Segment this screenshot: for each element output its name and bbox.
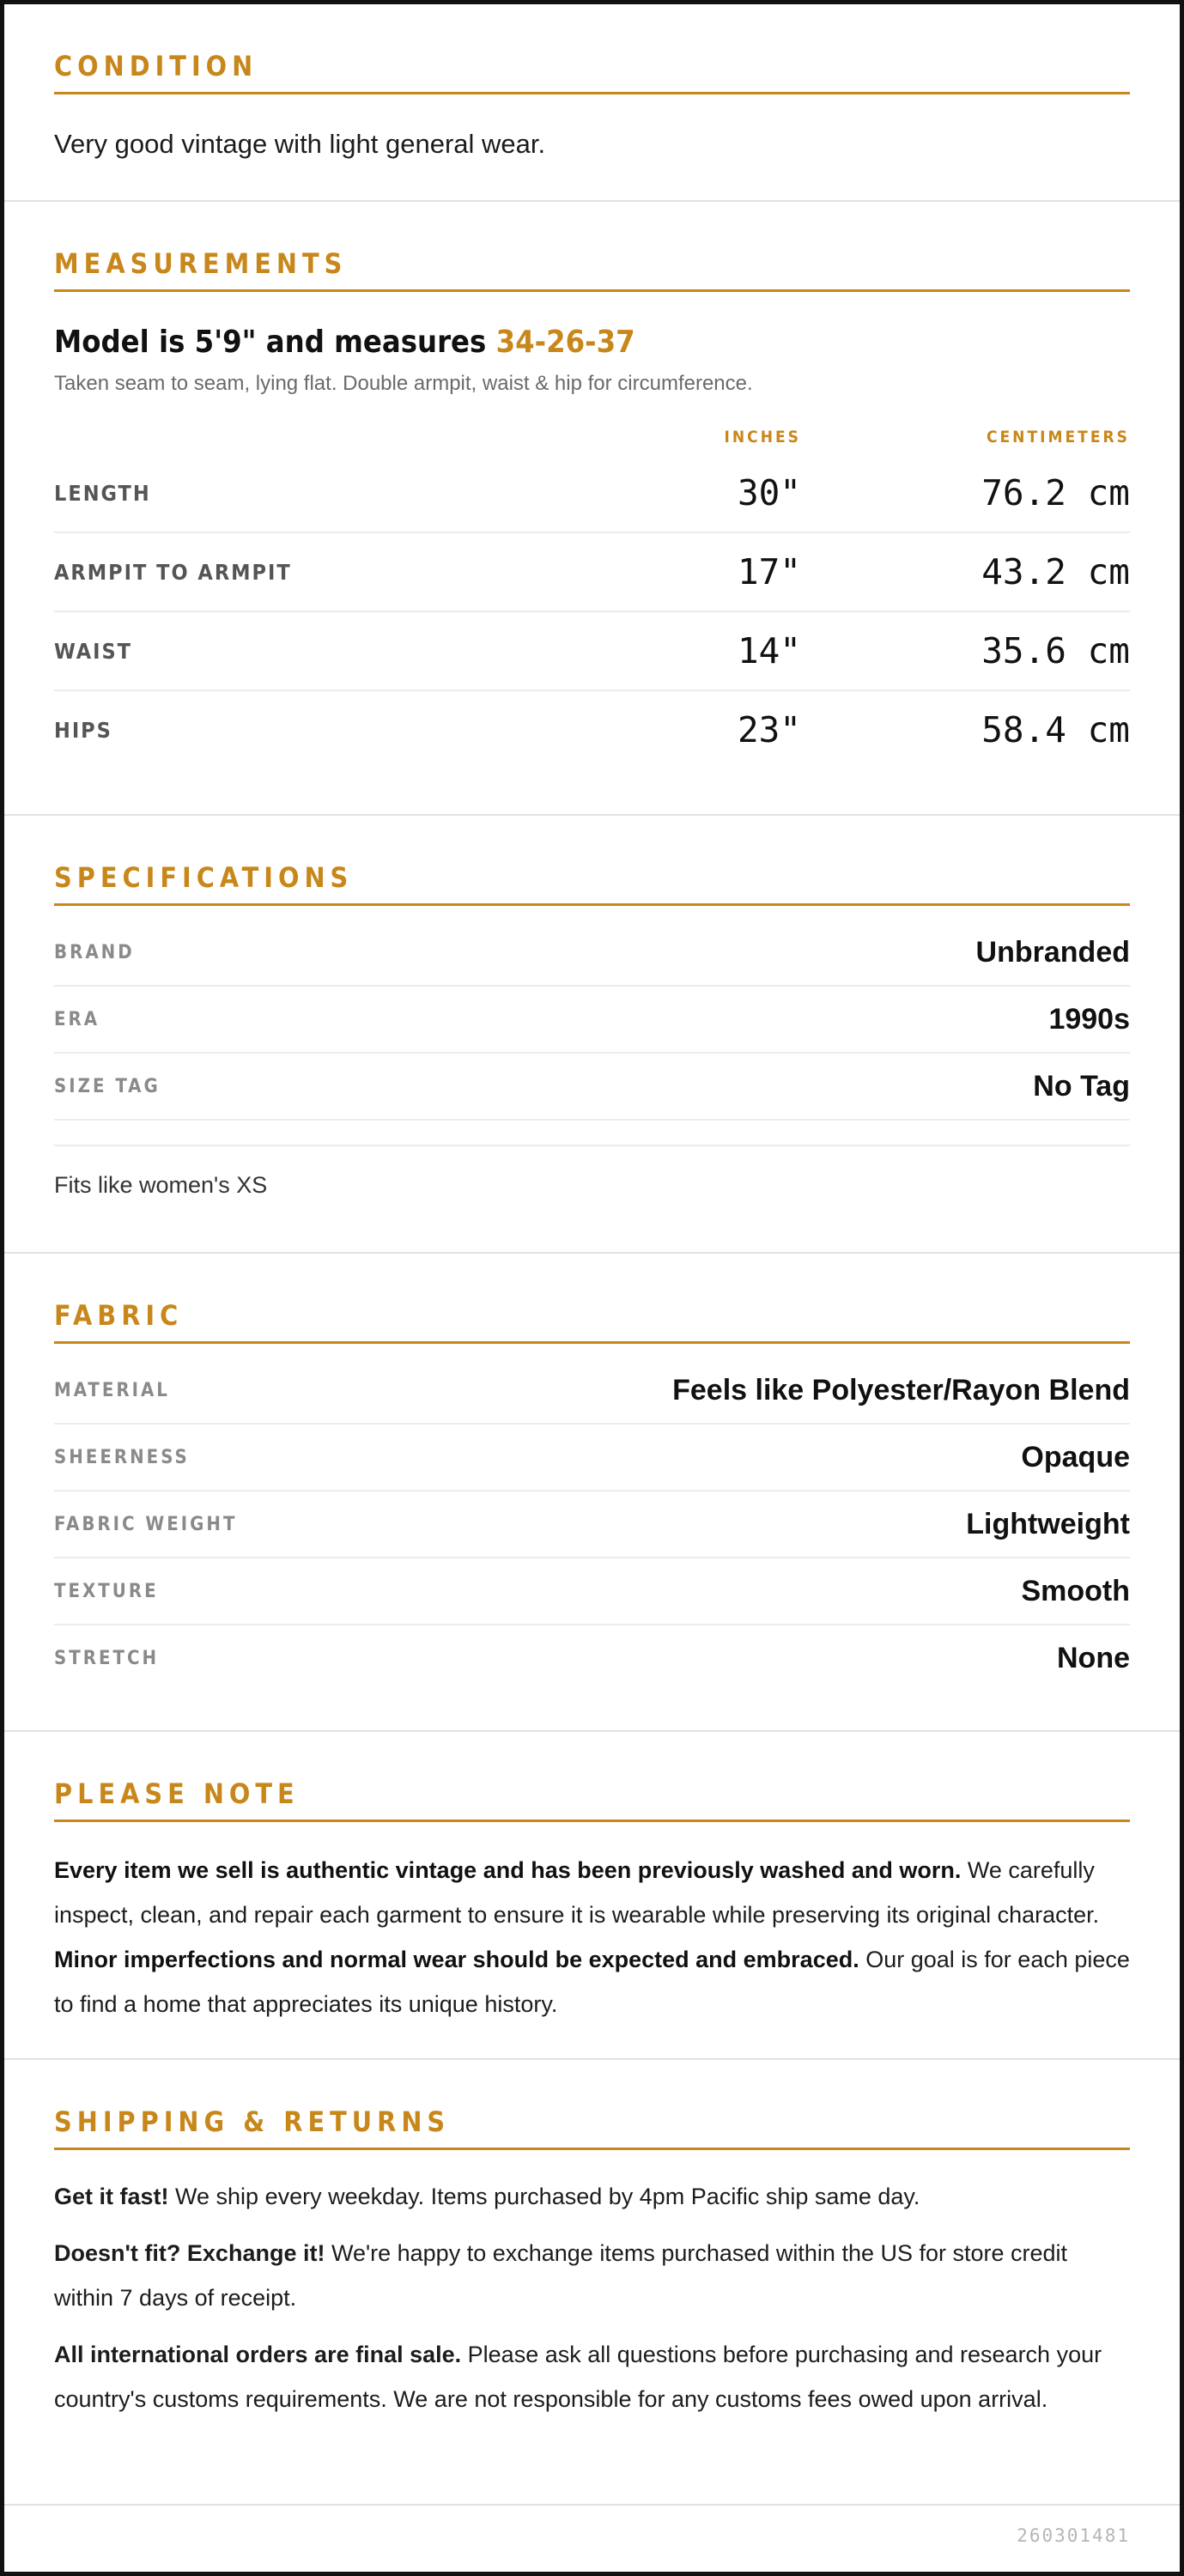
shipping-bold-2: Doesn't fit? Exchange it! — [54, 2240, 325, 2266]
fabric-label: MATERIAL — [54, 1379, 170, 1401]
measurement-method-note: Taken seam to seam, lying flat. Double armpit, waist & hip for circumference. — [54, 372, 753, 395]
list-item — [54, 1625, 1130, 1691]
model-measures-value: 34-26-37 — [495, 325, 635, 360]
condition-text: Very good vintage with light general wear. — [54, 129, 546, 159]
sku-number: 260301481 — [1017, 2525, 1130, 2546]
list-item — [54, 987, 1130, 1054]
table-row — [54, 691, 1130, 769]
measurement-label: WAIST — [54, 638, 133, 664]
footer — [4, 2506, 1180, 2566]
fabric-value: Feels like Polyester/Rayon Blend — [672, 1373, 1130, 1406]
shipping-bold-3: All international orders are final sale. — [54, 2342, 462, 2367]
fabric-value: Smooth — [1021, 1574, 1130, 1607]
spec-label: ERA — [54, 1008, 100, 1030]
measurement-inches: 14" — [737, 630, 801, 671]
spec-label: BRAND — [54, 941, 135, 963]
shipping-text-1: We ship every weekday. Items purchased by 4pm Pacific ship same day. — [168, 2184, 920, 2209]
spec-label: SIZE TAG — [54, 1075, 161, 1097]
shipping-bold-1: Get it fast! — [54, 2184, 169, 2209]
shipping-paragraph-fast — [54, 2174, 1130, 2219]
please-note-heading: PLEASE NOTE — [54, 1777, 1130, 1822]
table-row — [54, 533, 1130, 612]
list-item — [54, 1492, 1130, 1558]
fabric-label: TEXTURE — [54, 1580, 159, 1602]
inches-column-header: INCHES — [724, 428, 801, 447]
fabric-value: None — [1057, 1641, 1130, 1674]
table-row — [54, 612, 1130, 691]
measurement-label: LENGTH — [54, 480, 151, 506]
measurement-inches: 30" — [737, 472, 801, 513]
please-note-paragraph — [54, 1848, 1130, 2026]
centimeters-column-header: CENTIMETERS — [986, 428, 1130, 447]
measurements-table — [54, 420, 1130, 769]
shipping-text-2: We're happy to exchange items purchased within the US for store credit within 7 days of receipt. — [54, 2240, 1068, 2311]
shipping-paragraph-exchange — [54, 2231, 1130, 2320]
measurements-heading: MEASUREMENTS — [54, 246, 1130, 292]
measurement-cm: 35.6 cm — [981, 630, 1130, 671]
table-row — [54, 454, 1130, 533]
note-bold-1: Every item we sell is authentic vintage and has been previously washed and worn. — [54, 1857, 962, 1883]
note-bold-2: Minor imperfections and normal wear should be expected and embraced. — [54, 1947, 859, 1972]
measurements-section — [4, 202, 1180, 816]
shipping-returns-section — [4, 2060, 1180, 2506]
list-item — [54, 1558, 1130, 1625]
specifications-list — [54, 920, 1130, 1121]
fabric-heading: FABRIC — [54, 1298, 1130, 1344]
fabric-label: SHEERNESS — [54, 1446, 190, 1468]
condition-section — [4, 4, 1180, 202]
shipping-heading: SHIPPING & RETURNS — [54, 2105, 1130, 2150]
condition-heading: CONDITION — [54, 49, 1130, 94]
measurements-table-header — [54, 420, 1130, 454]
specifications-heading: SPECIFICATIONS — [54, 860, 1130, 906]
please-note-section — [4, 1732, 1180, 2060]
list-item — [54, 1425, 1130, 1492]
spec-value: No Tag — [1033, 1069, 1130, 1103]
list-item — [54, 1054, 1130, 1121]
measurement-label: HIPS — [54, 717, 112, 743]
shipping-text-3: Please ask all questions before purchasing and research your country's customs requirements. We are not responsible for any customs fees owed upon arrival. — [54, 2342, 1102, 2412]
measurement-cm: 43.2 cm — [981, 551, 1130, 592]
measurement-cm: 58.4 cm — [981, 709, 1130, 750]
model-measurements-line — [54, 325, 1130, 360]
list-item — [54, 920, 1130, 987]
measurement-cm: 76.2 cm — [981, 472, 1130, 513]
specifications-section — [4, 816, 1180, 1254]
model-line-prefix: Model is 5'9" and measures — [54, 325, 496, 360]
spec-value: Unbranded — [975, 935, 1130, 969]
note-text-1: We carefully inspect, clean, and repair each garment to ensure it is wearable while preserving its original character. — [54, 1857, 1100, 1928]
fabric-value: Opaque — [1021, 1440, 1130, 1473]
list-item — [54, 1358, 1130, 1425]
shipping-paragraph-international — [54, 2332, 1130, 2421]
fabric-label: FABRIC WEIGHT — [54, 1513, 238, 1535]
fabric-list — [54, 1358, 1130, 1691]
fabric-value: Lightweight — [966, 1507, 1130, 1540]
fabric-section — [4, 1254, 1180, 1732]
measurement-inches: 17" — [737, 551, 801, 592]
note-text-2: Our goal is for each piece to find a home that appreciates its unique history. — [54, 1947, 1130, 2017]
measurement-inches: 23" — [737, 709, 801, 750]
measurement-label: ARMPIT TO ARMPIT — [54, 559, 292, 585]
spec-value: 1990s — [1048, 1002, 1130, 1036]
fabric-label: STRETCH — [54, 1647, 160, 1669]
fit-note: Fits like women's XS — [54, 1145, 1130, 1199]
